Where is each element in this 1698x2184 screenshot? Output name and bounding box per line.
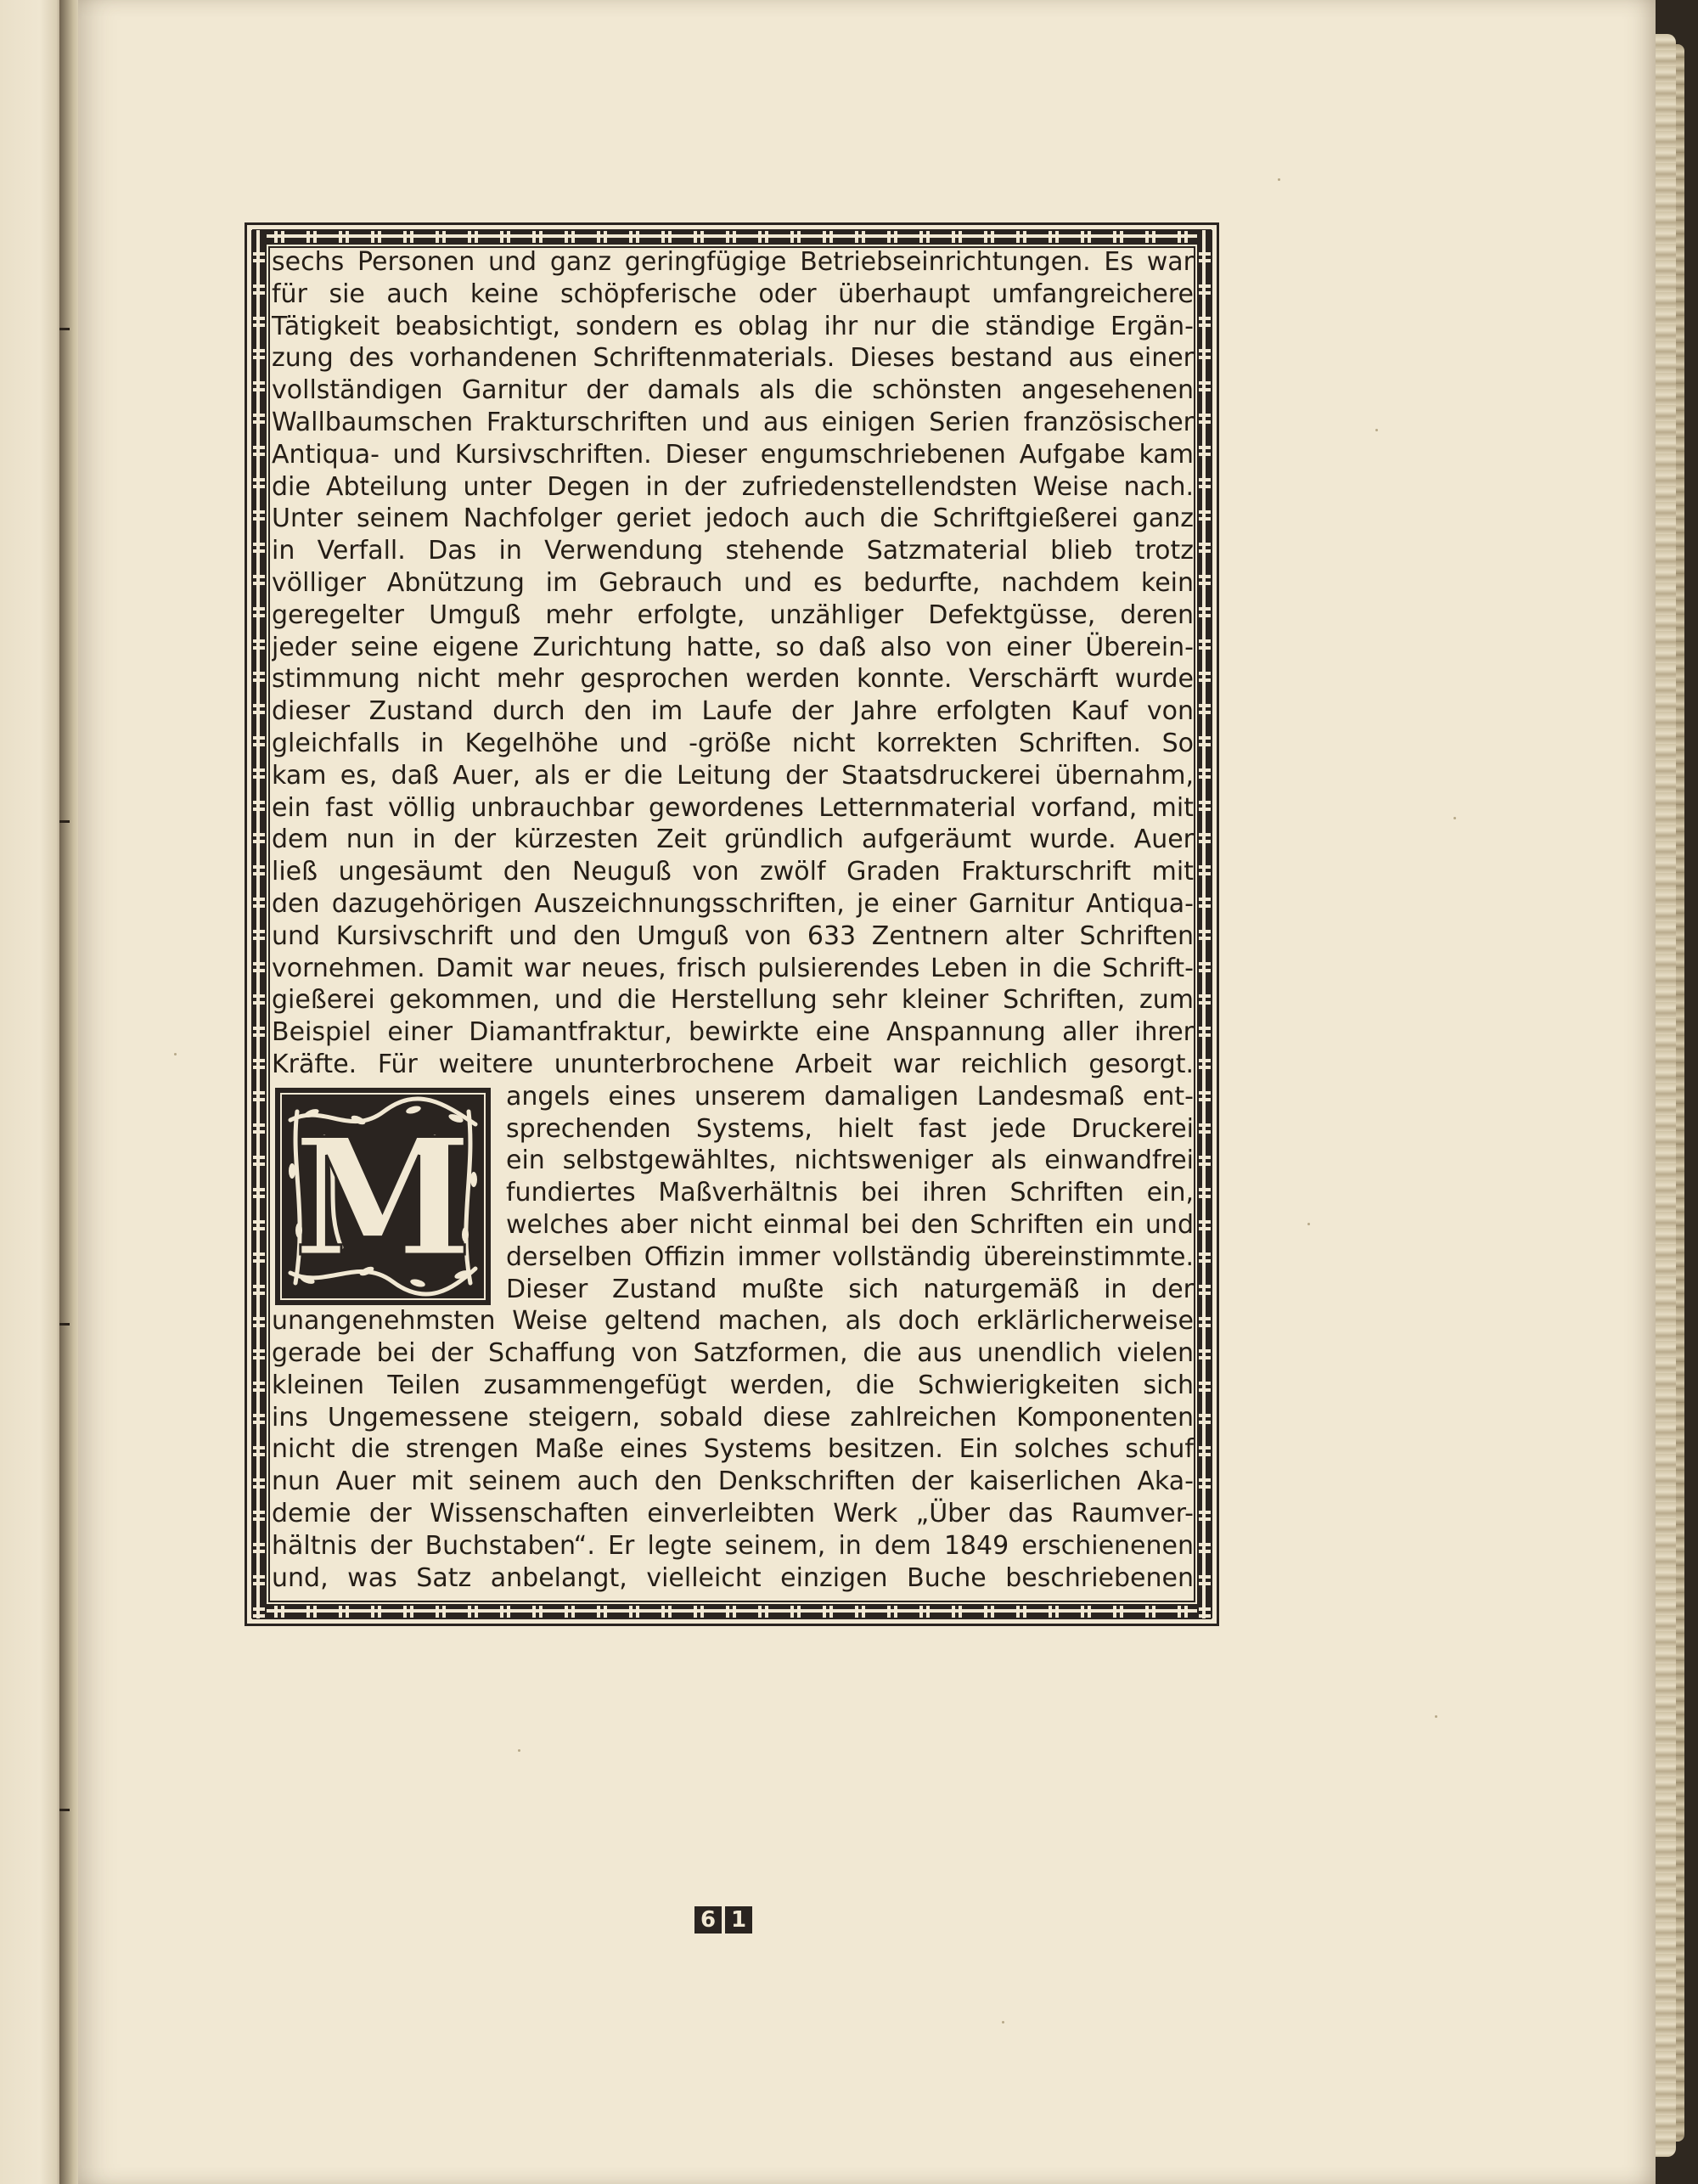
text-line: ins Ungemessene steigern, sobald diese zahlreichen Komponenten bbox=[272, 1402, 1194, 1433]
text-block-top bbox=[272, 246, 1194, 1081]
text-line: Kräfte. Für weitere ununterbrochene Arbeit war reichlich gesorgt. bbox=[272, 1049, 1194, 1079]
body-text bbox=[272, 246, 1194, 1594]
text-line: geregelter Umguß mehr erfolgte, unzähliger Defektgüsse, deren bbox=[272, 599, 1194, 630]
text-line: den dazugehörigen Auszeichnungsschriften, je einer Garnitur Antiqua- bbox=[272, 888, 1194, 919]
text-line: unangenehmsten Weise geltend machen, als doch erklärlicherweise bbox=[272, 1306, 1194, 1337]
text-line: fundiertes Maßverhältnis bei ihren Schriften ein, bbox=[506, 1178, 1194, 1208]
paper-speck bbox=[1278, 178, 1280, 181]
text-line: nun Auer mit seinem auch den Denkschriften der kaiserlichen Aka- bbox=[272, 1466, 1194, 1497]
frame-border-left bbox=[251, 230, 267, 1618]
text-line: welches aber nicht einmal bei den Schriften ein und bbox=[506, 1209, 1194, 1240]
text-line: stimmung nicht mehr gesprochen werden konnte. Verschärft wurde bbox=[272, 664, 1194, 695]
text-line: gerade bei der Schaffung von Satzformen, die aus unendlich vielen bbox=[272, 1338, 1194, 1369]
paper-speck bbox=[1307, 1223, 1310, 1225]
text-line: gießerei gekommen, und die Herstellung sehr kleiner Schriften, zum bbox=[272, 985, 1194, 1016]
text-line: in Verfall. Das in Verwendung stehende Satzmaterial blieb trotz bbox=[272, 536, 1194, 566]
text-line: jeder seine eigene Zurichtung hatte, so daß also von einer Überein- bbox=[272, 632, 1194, 662]
text-line: Wallbaumschen Frakturschriften und aus einigen Serien französischer bbox=[272, 407, 1194, 437]
text-line: kam es, daß Auer, als er die Leitung der Staatsdruckerei übernahm, bbox=[272, 760, 1194, 791]
text-line: Tätigkeit beabsichtigt, sondern es oblag ihr nur die ständige Ergän- bbox=[272, 311, 1194, 341]
text-line: ließ ungesäumt den Neuguß von zwölf Graden Frakturschrift mit bbox=[272, 857, 1194, 887]
page-fore-edge bbox=[1652, 34, 1676, 2157]
text-line: Antiqua- und Kursivschriften. Dieser engumschriebenen Aufgabe kam bbox=[272, 439, 1194, 470]
text-line: zung des vorhandenen Schriftenmaterials. Dieses bestand aus einer bbox=[272, 343, 1194, 374]
text-line: dem nun in der kürzesten Zeit gründlich aufgeräumt wurde. Auer bbox=[272, 825, 1194, 855]
text-line: völliger Abnützung im Gebrauch und es bedurfte, nachdem kein bbox=[272, 567, 1194, 598]
decorated-initial-letter bbox=[273, 1086, 492, 1307]
text-line: gleichfalls in Kegelhöhe und -größe nicht korrekten Schriften. So bbox=[272, 728, 1194, 758]
frame-border-top bbox=[252, 229, 1212, 245]
page-number bbox=[694, 1906, 752, 1934]
paper-speck bbox=[1375, 429, 1378, 431]
frame-border-right bbox=[1197, 230, 1212, 1618]
paper-speck bbox=[1002, 2021, 1004, 2024]
paper-speck bbox=[518, 1749, 520, 1752]
text-line: Beispiel einer Diamantfraktur, bewirkte eine Anspannung aller ihrer bbox=[272, 1017, 1194, 1048]
margin-mark bbox=[59, 1323, 70, 1326]
text-line: sprechenden Systems, hielt fast jede Druckerei bbox=[506, 1113, 1194, 1144]
text-line: demie der Wissenschaften einverleibten Werk „Über das Raumver- bbox=[272, 1499, 1194, 1529]
text-line: Unter seinem Nachfolger geriet jedoch auch die Schriftgießerei ganz bbox=[272, 504, 1194, 534]
text-line: vornehmen. Damit war neues, frisch pulsierendes Leben in die Schrift- bbox=[272, 953, 1194, 983]
text-line: die Abteilung unter Degen in der zufriedenstellendsten Weise nach. bbox=[272, 471, 1194, 502]
paper-speck bbox=[174, 1053, 177, 1055]
text-line: vollständigen Garnitur der damals als die schönsten angesehenen bbox=[272, 375, 1194, 406]
text-line: und Kursivschrift und den Umguß von 633 Zentnern alter Schriften bbox=[272, 920, 1194, 951]
text-line: ein selbstgewähltes, nichtsweniger als einwandfrei bbox=[506, 1145, 1194, 1176]
frame-border-bottom bbox=[252, 1604, 1212, 1619]
text-line: Dieser Zustand mußte sich naturgemäß in der bbox=[506, 1274, 1194, 1304]
text-block-bottom bbox=[272, 1305, 1194, 1594]
paper-speck bbox=[1453, 817, 1456, 819]
text-line: ein fast völlig unbrauchbar gewordenes Letternmaterial vorfand, mit bbox=[272, 792, 1194, 823]
margin-mark bbox=[59, 328, 70, 330]
text-line: derselben Offizin immer vollständig übereinstimmte. bbox=[506, 1241, 1194, 1272]
margin-mark bbox=[59, 1809, 70, 1811]
paper-speck bbox=[1435, 1715, 1437, 1718]
text-line: kleinen Teilen zusammengefügt werden, die Schwierigkeiten sich bbox=[272, 1370, 1194, 1400]
initial-glyph: M bbox=[293, 1103, 473, 1292]
text-line: angels eines unserem damaligen Landesmaß ent- bbox=[506, 1081, 1194, 1112]
text-line: dieser Zustand durch den im Laufe der Jahre erfolgten Kauf von bbox=[272, 696, 1194, 727]
text-line: für sie auch keine schöpferische oder überhaupt umfangreichere bbox=[272, 279, 1194, 309]
text-line: und, was Satz anbelangt, vielleicht einzigen Buche beschriebenen bbox=[272, 1562, 1194, 1593]
left-page-edge bbox=[0, 0, 66, 2184]
margin-mark bbox=[59, 820, 70, 823]
text-line: hältnis der Buchstaben“. Er legte seinem, in dem 1849 erschienenen bbox=[272, 1530, 1194, 1561]
text-line: sechs Personen und ganz geringfügige Betriebseinrichtungen. Es war bbox=[272, 247, 1194, 277]
page-number-digit: 1 bbox=[725, 1906, 752, 1934]
text-line: nicht die strengen Maße eines Systems besitzen. Ein solches schuf bbox=[272, 1434, 1194, 1465]
page-number-digit: 6 bbox=[694, 1906, 722, 1934]
